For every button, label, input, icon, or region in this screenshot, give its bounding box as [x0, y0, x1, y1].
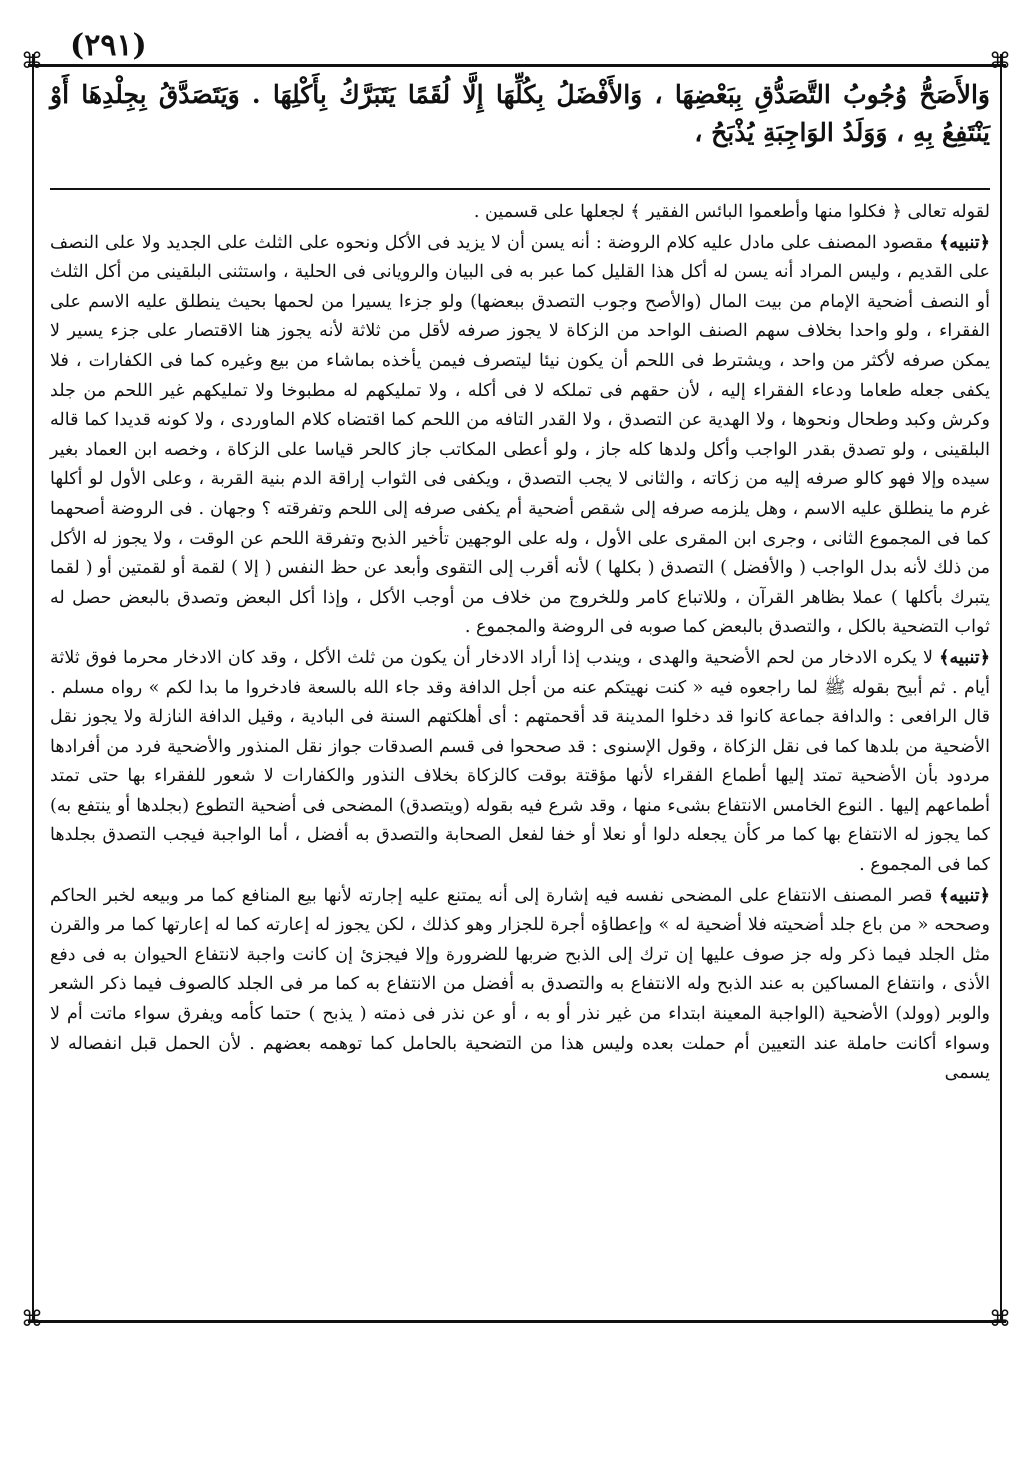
page-number: (٢٩١) — [70, 28, 147, 63]
tanbih-paragraph — [50, 643, 990, 881]
tanbih-paragraph — [50, 228, 990, 643]
tanbih-label: ﴿تنبيه﴾ — [939, 231, 990, 253]
matn-text: وَالأَصَحُّ وُجُوبُ التَّصَدُّقِ بِبَعْضِهَا ، وَالأَفْضَلُ بِكُلِّهَا إِلَّا لُقَمًا يَتَبَرَّكُ بِأَكْلِهَا . وَيَتَصَدَّقُ بِجِلْدِهَا أَوْ يَنْتَفِعُ بِهِ ، وَوَلَدُ الوَاجِبَةِ يُذْبَحُ ، — [50, 80, 990, 147]
left-border-rule — [32, 54, 34, 1322]
matn-divider — [50, 188, 990, 190]
top-border-rule — [28, 64, 1006, 67]
corner-ornament-icon: ⌘ — [989, 49, 1011, 74]
commentary-intro: لقوله تعالى ﴿ فكلوا منها وأطعموا البائس الفقير ﴾ لجعلها على قسمين . — [473, 202, 990, 222]
tanbih-label: ﴿تنبيه﴾ — [939, 884, 990, 906]
tanbih-label: ﴿تنبيه﴾ — [939, 646, 991, 668]
commentary-body — [50, 198, 990, 1089]
corner-ornament-icon: ⌘ — [21, 1307, 43, 1332]
right-border-rule — [1000, 54, 1002, 1322]
tanbih-paragraph — [50, 881, 990, 1089]
tanbih-text: لا يكره الادخار من لحم الأضحية والهدى ، ويندب إذا أراد الادخار أن يكون من ثلث الأكل ، وقد كان الادخار محرما فوق ثلاثة أيام . ثم أبيح بقوله ﷺ لما راجعوه فيه « كنت نهيتكم عنه من أجل الدافة وقد جاء الله بالسعة فادخروا ما بدا لكم » رواه مسلم . قال الرافعى : والدافة جماعة كانوا قد دخلوا المدينة قد أقحمتهم : أى أهلكتهم السنة فى البادية ، وقيل الدافة النازلة ولا يجوز نقل الأضحية من بلدها كما فى نقل الزكاة ، وقول الإسنوى : قد صححوا فى قسم الصدقات جواز نقل المنذور والأضحية فرد من أفرادها مردود بأن الأضحية تمتد إليها أطماع الفقراء لأنها مؤقتة بوقت كالزكاة بخلاف النذور والكفارات لا شعور للفقراء بها حتى تمتد أطماعهم إليها . النوع الخامس الانتفاع بشىء منها ، وقد شرع فيه بقوله (ويتصدق) المضحى فى أضحية التطوع (بجلدها أو ينتفع به) كما يجوز له الانتفاع بها كما مر كأن يجعله دلوا أو نعلا أو خفا لفعل الصحابة والتصدق به أفضل ، أما الواجبة فيجب التصدق بجلدها كما فى المجموع . — [50, 647, 990, 876]
tanbih-text: مقصود المصنف على مادل عليه كلام الروضة : أنه يسن أن لا يزيد فى الأكل ونحوه على الثلث على الجديد ولا على النصف على القديم ، وليس المراد أنه يسن له أكل هذا القليل كما عبر به فى البيان والرويانى فى الحلية ، واستثنى البلقينى من أكل الثلث أو النصف أضحية الإمام من بيت المال (والأصح وجوب التصدق ببعضها) ولو جزءا يسيرا من لحمها بحيث ينطلق عليه الاسم على الفقراء ، ولو واحدا بخلاف سهم الصنف الواحد من الزكاة لا يجوز صرفه لأقل من ثلاثة لأنه يجوز هنا الاقتصار على جزء يسير لا يمكن صرفه لأكثر من واحد ، ويشترط فى اللحم أن يكون نيئا ليتصرف فيمن يأخذه بماشاء من بيع وغيره كما فى الكفارات ، فلا يكفى جعله طعاما ودعاء الفقراء إليه ، لأن حقهم فى تملكه لا فى أكله ، ولا تمليكهم له مطبوخا ولا تمليكهم غير اللحم من جلد وكرش وكبد وطحال ونحوها ، ولا الهدية عن التصدق ، ولا القدر التافه من اللحم كما اقتضاه كلام الماوردى ، ولا كونه قديدا كما قاله البلقينى ، ولو تصدق بقدر الواجب وأكل ولدها كله جاز ، ولو أعطى المكاتب جاز كالحر قياسا على الزكاة ، وخصه ابن العماد بغير سيده وإلا فهو كالو صرفه إليه من زكاته ، والثانى لا يجب التصدق ، ويكفى فى الثواب إراقة الدم بنية القربة ، وعلى الأول لو أكلها غرم ما ينطلق عليه الاسم ، وهل يلزمه صرفه إلى شقص أضحية أم يكفى صرفه إلى اللحم وتفرقته ؟ وجهان . فى الروضة أصحهما كما فى المجموع الثانى ، وجرى ابن المقرى على الأول ، وله على الوجهين تأخير الذبح وتفرقة اللحم عن الوقت ، ولا يجوز له الأكل من ذلك لأنه بدل الواجب ( والأفضل ) التصدق ( بكلها ) لأنه أقرب إلى التقوى وأبعد عن حظ النفس ( إلا ) لقمة أو لقمتين أو ( لقما يتبرك بأكلها ) عملا بظاهر القرآن ، وللاتباع كامر وللخروج من خلاف من أوجب الأكل ، وإذا أكل البعض وتصدق بالبعض حصل له ثواب التضحية بالكل ، والتصدق بالبعض كما صوبه فى الروضة والمجموع . — [50, 232, 990, 638]
corner-ornament-icon: ⌘ — [21, 49, 43, 74]
tanbih-text: قصر المصنف الانتفاع على المضحى نفسه فيه إشارة إلى أنه يمتنع عليه إجارته لأنها بيع المنافع كما مر وبيعه لخبر الحاكم وصححه « من باع جلد أضحيته فلا أضحية له » وإعطاؤه أجرة للجزار وهو كذلك ، لكن يجوز له إعارته كما له إعارتها كما مر والقرن مثل الجلد فيما ذكر وله جز صوف عليها إن ترك إلى الذبح ضربها للضرورة وإلا فيجزئ إن كانت واجبة لانتفاع الحيوان به فى دفع الأذى ، وانتفاع المساكين به عند الذبح وله الانتفاع به والتصدق به أفضل من الانتفاع به كما مر فى الجلد كالصوف فيما ذكر الشعر والوبر (وولد) الأضحية (الواجبة المعينة ابتداء من غير نذر أو به ، أو عن نذر فى ذمته ( يذبح ) حتما كأمه ويفرق سواء ماتت أم لا وسواء أكانت حاملة عند التعيين أم حملت بعده وليس هذا من التضحية بالحامل كما توهمه بعضهم . لأن الحمل قبل انفصاله لا يسمى — [50, 885, 990, 1084]
bottom-border-rule — [28, 1320, 1006, 1323]
corner-ornament-icon: ⌘ — [989, 1307, 1011, 1332]
